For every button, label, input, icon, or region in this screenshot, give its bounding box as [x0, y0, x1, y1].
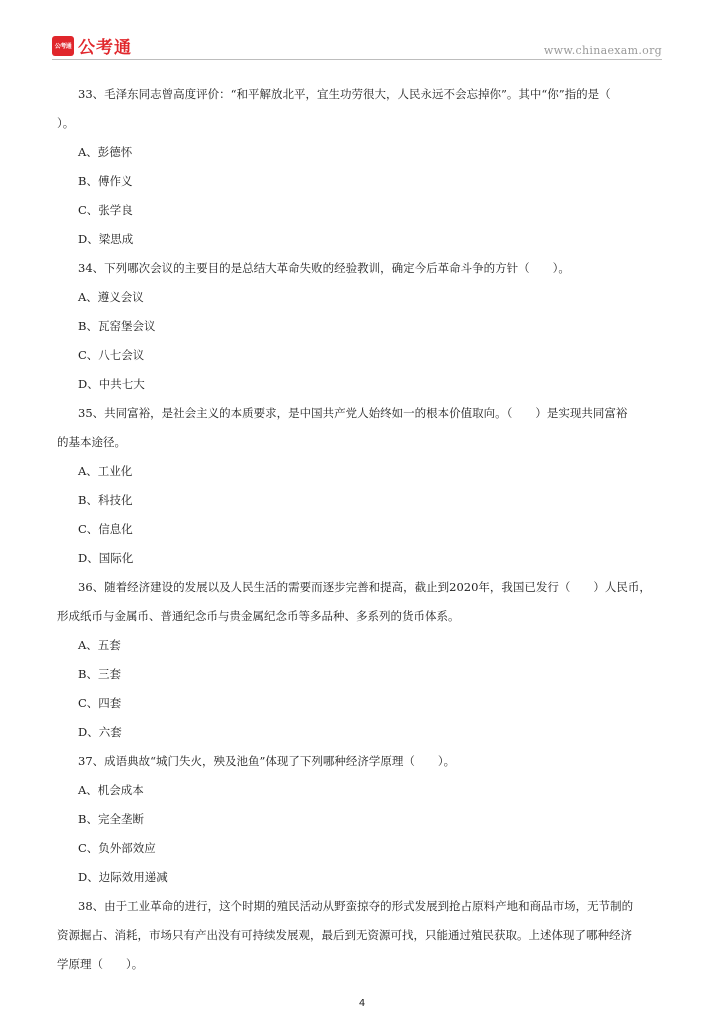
question-stem: 33、毛泽东同志曾高度评价：“和平解放北平，宜生功劳很大，人民永远不会忘掉你”。其中“你”指的是（ [78, 87, 611, 101]
question-stem-continued: 资源掘占、消耗，市场只有产出没有可持续发展观，最后到无资源可找，只能通过殖民获取。上述体现了哪种经济 [57, 928, 632, 942]
site-url: www.chinaexam.org [543, 44, 662, 57]
question-stem-continued: 学原理（ ）。 [57, 957, 144, 971]
answer-option: B、完全垄断 [78, 812, 144, 826]
page-header [0, 0, 724, 62]
answer-option: D、六套 [78, 725, 122, 739]
answer-option: C、张学良 [78, 203, 133, 217]
answer-option: B、瓦窑堡会议 [78, 319, 156, 333]
answer-option: B、科技化 [78, 493, 133, 507]
answer-option: D、梁思成 [78, 232, 134, 246]
question-block [57, 80, 667, 254]
question-stem: 36、随着经济建设的发展以及人民生活的需要而逐步完善和提高，截止到2020年，我国已发行（ ）人民币， [78, 580, 651, 594]
page-number: 4 [358, 998, 366, 1009]
answer-option: B、傅作义 [78, 174, 133, 188]
question-block [57, 254, 667, 399]
question-stem-continued: 形成纸币与金属币、普通纪念币与贵金属纪念币等多品种、多系列的货币体系。 [57, 609, 460, 623]
question-stem-continued: ）。 [57, 116, 75, 130]
question-block [57, 399, 667, 573]
question-block [57, 747, 667, 892]
logo-text: 公考通 [78, 38, 132, 58]
answer-option: D、边际效用递减 [78, 870, 168, 884]
answer-option: C、八七会议 [78, 348, 145, 362]
answer-option: C、信息化 [78, 522, 133, 536]
question-stem-continued: 的基本途径。 [57, 435, 126, 449]
answer-option: A、工业化 [78, 464, 133, 478]
answer-option: A、机会成本 [78, 783, 144, 797]
answer-option: B、三套 [78, 667, 121, 681]
question-stem: 37、成语典故“城门失火，殃及池鱼”体现了下列哪种经济学原理（ ）。 [78, 754, 456, 768]
answer-option: D、中共七大 [78, 377, 145, 391]
question-block [57, 892, 667, 979]
header-divider [52, 59, 662, 60]
logo [52, 33, 132, 58]
answer-option: D、国际化 [78, 551, 134, 565]
question-stem: 38、由于工业革命的进行，这个时期的殖民活动从野蛮掠夺的形式发展到抢占原料产地和商品市场，无节制的 [78, 899, 634, 913]
question-stem: 34、下列哪次会议的主要目的是总结大革命失败的经验教训，确定今后革命斗争的方针（ ）。 [78, 261, 570, 275]
answer-option: A、彭德怀 [78, 145, 133, 159]
answer-option: A、五套 [78, 638, 121, 652]
logo-badge-icon: 公考通 [52, 36, 74, 56]
answer-option: C、四套 [78, 696, 122, 710]
question-stem: 35、共同富裕，是社会主义的本质要求，是中国共产党人始终如一的根本价值取向。（ ）是实现共同富裕 [78, 406, 628, 420]
answer-option: A、遵义会议 [78, 290, 144, 304]
answer-option: C、负外部效应 [78, 841, 156, 855]
question-list [57, 80, 667, 979]
question-block [57, 573, 667, 747]
